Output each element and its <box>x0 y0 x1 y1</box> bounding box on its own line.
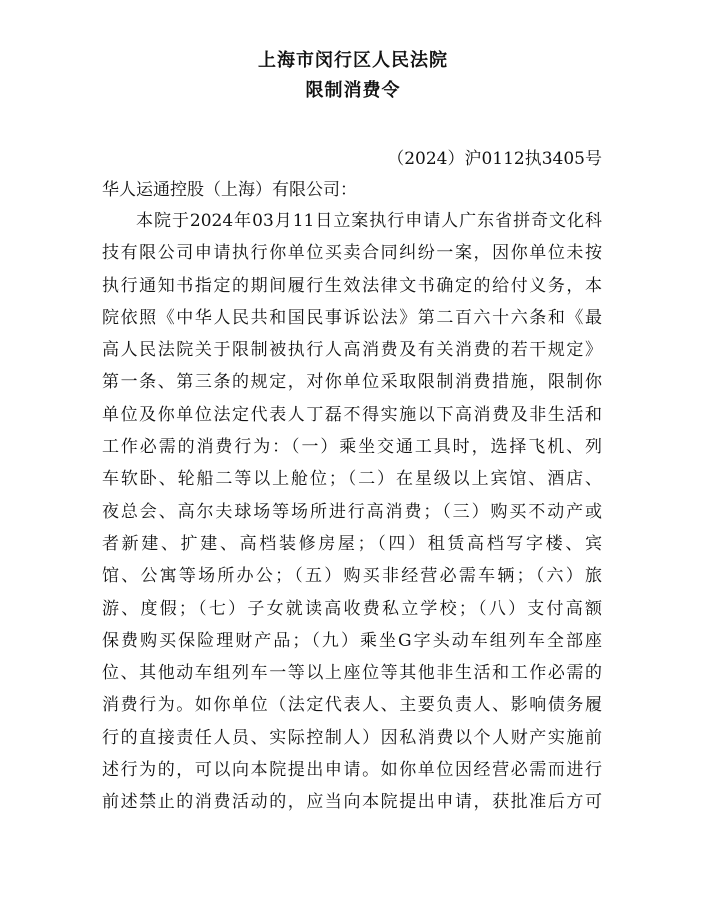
body-line: 行的直接责任人员、实际控制人）因私消费以个人财产实施前 <box>102 727 602 748</box>
body-line: 高人民法院关于限制被执行人高消费及有关消费的若干规定》 <box>102 340 602 361</box>
body-line: 单位及你单位法定代表人丁磊不得实施以下高消费及非生活和 <box>102 404 602 425</box>
document-title: 限制消费令 <box>305 80 401 101</box>
body-line: 车软卧、轮船二等以上舱位；（二）在星级以上宾馆、酒店、 <box>102 469 602 490</box>
body-line: 消费行为。如你单位（法定代表人、主要负责人、影响债务履 <box>102 695 602 716</box>
body-line: 第一条、第三条的规定，对你单位采取限制消费措施，限制你 <box>102 372 602 393</box>
body-line: 游、度假；（七）子女就读高收费私立学校；（八）支付高额 <box>102 598 602 619</box>
body-line: 执行通知书指定的期间履行生效法律文书确定的给付义务，本 <box>102 275 602 296</box>
body-line: 本院于2024年03月11日立案执行申请人广东省拼奇文化科 <box>136 211 602 231</box>
body-line: 院依照《中华人民共和国民事诉讼法》第二百六十六条和《最 <box>102 307 602 328</box>
addressee: 华人运通控股（上海）有限公司： <box>102 180 357 200</box>
body-line: 述行为的，可以向本院提出申请。如你单位因经营必需而进行 <box>102 760 602 781</box>
body-text <box>102 205 602 819</box>
body-line: 夜总会、高尔夫球场等场所进行高消费；（三）购买不动产或 <box>102 501 602 522</box>
body-line: 保费购买保险理财产品；（九）乘坐G字头动车组列车全部座 <box>102 630 602 651</box>
body-line: 前述禁止的消费活动的，应当向本院提出申请，获批准后方可 <box>102 792 602 813</box>
court-name: 上海市闵行区人民法院 <box>258 50 448 71</box>
body-line: 技有限公司申请执行你单位买卖合同纠纷一案，因你单位未按 <box>102 243 602 264</box>
case-number: （2024）沪0112执3405号 <box>387 149 602 169</box>
body-line: 馆、公寓等场所办公；（五）购买非经营必需车辆；（六）旅 <box>102 566 602 587</box>
body-line: 者新建、扩建、高档装修房屋；（四）租赁高档写字楼、宾 <box>102 533 602 554</box>
body-line: 工作必需的消费行为：（一）乘坐交通工具时，选择飞机、列 <box>102 437 602 458</box>
body-line: 位、其他动车组列车一等以上座位等其他非生活和工作必需的 <box>102 663 602 684</box>
